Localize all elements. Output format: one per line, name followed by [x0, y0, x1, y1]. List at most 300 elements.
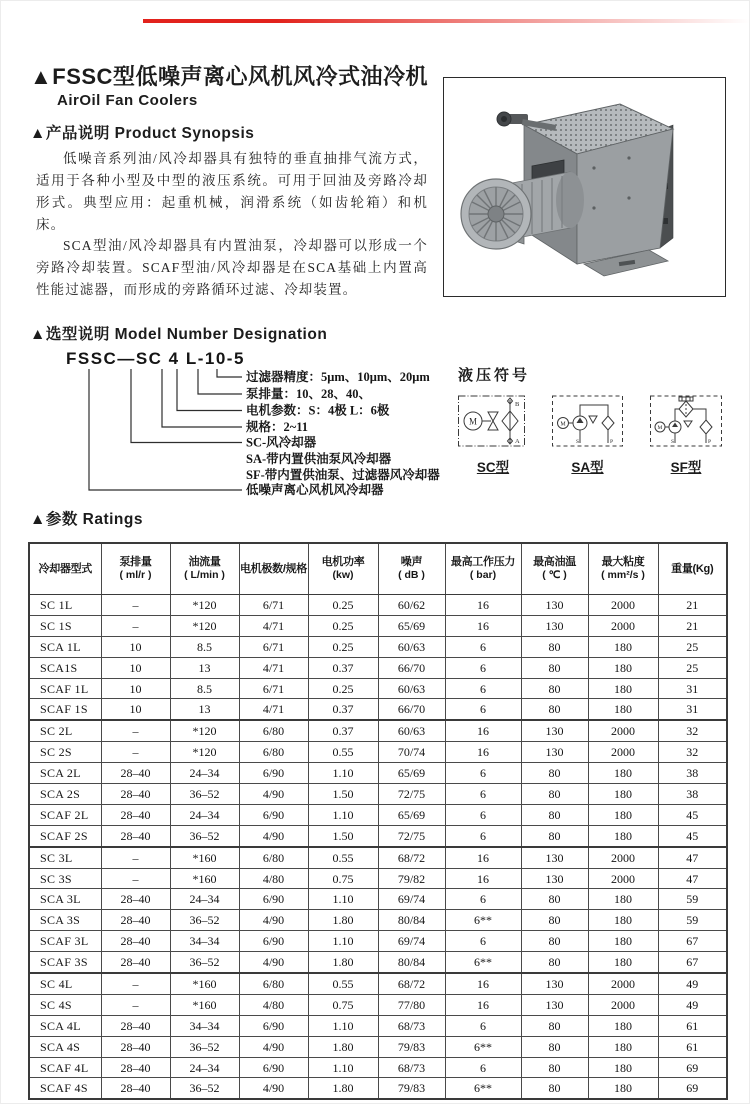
value-cell: 0.25 [308, 615, 378, 636]
value-cell: 45 [658, 804, 727, 825]
value-cell: 25 [658, 657, 727, 678]
value-cell: 0.37 [308, 657, 378, 678]
table-row [29, 804, 727, 825]
value-cell: 6/90 [239, 931, 308, 952]
value-cell: 80 [521, 784, 588, 805]
value-cell: – [101, 595, 170, 616]
table-row [29, 994, 727, 1015]
value-cell: 6/71 [239, 595, 308, 616]
designation-label-sf: SF-带内置供油泵、过滤器风冷却器 [246, 468, 440, 482]
value-cell: *120 [170, 595, 239, 616]
value-cell: 1.10 [308, 763, 378, 784]
column-header: 油流量 ( L/min ) [170, 543, 239, 595]
table-row [29, 825, 727, 846]
port-letter-p: P [708, 439, 712, 445]
value-cell: 6 [445, 657, 521, 678]
value-cell: 65/69 [378, 763, 445, 784]
model-cell: SC 3L [29, 847, 101, 868]
value-cell: 180 [588, 763, 658, 784]
value-cell: 28–40 [101, 1015, 170, 1036]
value-cell: 180 [588, 804, 658, 825]
hydraulic-symbol-sf [649, 393, 723, 451]
port-letter-s: S [671, 439, 675, 445]
value-cell: 36–52 [170, 784, 239, 805]
value-cell: 180 [588, 889, 658, 910]
value-cell: 49 [658, 994, 727, 1015]
model-cell: SC 2L [29, 720, 101, 741]
value-cell: 28–40 [101, 952, 170, 973]
value-cell: 66/70 [378, 657, 445, 678]
value-cell: 130 [521, 868, 588, 889]
value-cell: 38 [658, 784, 727, 805]
value-cell: *160 [170, 868, 239, 889]
value-cell: 1.80 [308, 910, 378, 931]
table-row [29, 973, 727, 994]
value-cell: 2000 [588, 868, 658, 889]
value-cell: 10 [101, 636, 170, 657]
value-cell: 0.55 [308, 847, 378, 868]
designation-label-sa: SA-带内置供油泵风冷却器 [246, 452, 392, 466]
value-cell: 130 [521, 742, 588, 763]
value-cell: 67 [658, 931, 727, 952]
value-cell: 130 [521, 615, 588, 636]
value-cell: 80 [521, 931, 588, 952]
model-cell: SCA 1L [29, 636, 101, 657]
value-cell: 4/80 [239, 994, 308, 1015]
value-cell: – [101, 847, 170, 868]
value-cell: 68/72 [378, 973, 445, 994]
value-cell: 28–40 [101, 889, 170, 910]
value-cell: 2000 [588, 720, 658, 741]
model-cell: SCAF 4L [29, 1057, 101, 1078]
value-cell: 24–34 [170, 889, 239, 910]
value-cell: 180 [588, 678, 658, 699]
model-cell: SCA 2S [29, 784, 101, 805]
value-cell: – [101, 615, 170, 636]
value-cell: 6/71 [239, 678, 308, 699]
value-cell: 80/84 [378, 952, 445, 973]
model-cell: SCA 4L [29, 1015, 101, 1036]
value-cell: 61 [658, 1036, 727, 1057]
model-designation-diagram [30, 346, 462, 518]
value-cell: 47 [658, 847, 727, 868]
value-cell: 80 [521, 678, 588, 699]
value-cell: – [101, 973, 170, 994]
value-cell: 8.5 [170, 636, 239, 657]
model-cell: SCAF 3S [29, 952, 101, 973]
value-cell: 80 [521, 1078, 588, 1099]
model-cell: SCAF 4S [29, 1078, 101, 1099]
column-header: 电机功率 (kw) [308, 543, 378, 595]
value-cell: 2000 [588, 847, 658, 868]
value-cell: 6 [445, 678, 521, 699]
synopsis-paragraph: 低噪音系列油/风冷却器具有独特的垂直抽排气流方式，适用于各种小型及中型的液压系统。可用于回油及旁路冷却形式。典型应用：起重机械，润滑系统（如齿轮箱）和机床。 [36, 151, 428, 232]
value-cell: *120 [170, 720, 239, 741]
hydraulic-symbol-label-sf: SF型 [670, 460, 702, 475]
value-cell: 6/90 [239, 1057, 308, 1078]
value-cell: – [101, 720, 170, 741]
section-heading-ratings: ▲参数 Ratings [30, 511, 143, 528]
synopsis-paragraph: SCA型油/风冷却器具有内置油泵，冷却器可以形成一个旁路冷却装置。SCAF型油/风冷却器是在SCA基础上内置高性能过滤器，而形成的旁路循环过滤、冷却装置。 [36, 238, 428, 298]
table-row [29, 699, 727, 720]
value-cell: 31 [658, 678, 727, 699]
value-cell: 80 [521, 804, 588, 825]
value-cell: 21 [658, 595, 727, 616]
table-row [29, 615, 727, 636]
value-cell: 49 [658, 973, 727, 994]
value-cell: 0.37 [308, 699, 378, 720]
model-cell: SC 4S [29, 994, 101, 1015]
value-cell: 80 [521, 910, 588, 931]
value-cell: 34–34 [170, 931, 239, 952]
value-cell: 180 [588, 825, 658, 846]
value-cell: 6 [445, 1015, 521, 1036]
value-cell: 16 [445, 742, 521, 763]
model-code: FSSC—SC 4 L-10-5 [66, 349, 245, 368]
value-cell: 25 [658, 636, 727, 657]
value-cell: 36–52 [170, 1036, 239, 1057]
table-row [29, 910, 727, 931]
table-row [29, 1015, 727, 1036]
value-cell: 36–52 [170, 952, 239, 973]
value-cell: 69 [658, 1078, 727, 1099]
value-cell: 1.10 [308, 804, 378, 825]
model-cell: SCA1S [29, 657, 101, 678]
table-row [29, 763, 727, 784]
model-cell: SC 4L [29, 973, 101, 994]
value-cell: 1.80 [308, 1036, 378, 1057]
value-cell: 1.50 [308, 784, 378, 805]
model-cell: SC 3S [29, 868, 101, 889]
value-cell: 16 [445, 973, 521, 994]
table-row [29, 1078, 727, 1099]
value-cell: 180 [588, 1036, 658, 1057]
value-cell: 6 [445, 784, 521, 805]
value-cell: 0.55 [308, 742, 378, 763]
value-cell: 80 [521, 1015, 588, 1036]
value-cell: 28–40 [101, 910, 170, 931]
value-cell: 2000 [588, 595, 658, 616]
value-cell: 180 [588, 657, 658, 678]
value-cell: 0.75 [308, 994, 378, 1015]
value-cell: 180 [588, 910, 658, 931]
ratings-table-body [29, 595, 727, 1100]
value-cell: 6 [445, 804, 521, 825]
value-cell: 0.55 [308, 973, 378, 994]
model-cell: SCAF 1S [29, 699, 101, 720]
value-cell: 70/74 [378, 742, 445, 763]
value-cell: 80 [521, 1036, 588, 1057]
table-row [29, 784, 727, 805]
value-cell: 0.25 [308, 678, 378, 699]
value-cell: 36–52 [170, 1078, 239, 1099]
value-cell: 0.25 [308, 636, 378, 657]
value-cell: 10 [101, 699, 170, 720]
value-cell: 80/84 [378, 910, 445, 931]
value-cell: 180 [588, 636, 658, 657]
value-cell: 59 [658, 889, 727, 910]
value-cell: 69 [658, 1057, 727, 1078]
table-row [29, 952, 727, 973]
value-cell: 4/90 [239, 825, 308, 846]
value-cell: 130 [521, 847, 588, 868]
value-cell: 28–40 [101, 825, 170, 846]
port-letter-b: B [515, 401, 520, 408]
hydraulic-symbols-title: 液压符号 [458, 367, 531, 384]
value-cell: 180 [588, 931, 658, 952]
value-cell: 180 [588, 1078, 658, 1099]
value-cell: 1.50 [308, 825, 378, 846]
value-cell: 1.10 [308, 1015, 378, 1036]
model-cell: SCAF 2S [29, 825, 101, 846]
value-cell: 6** [445, 1036, 521, 1057]
ratings-table-head-row [29, 543, 727, 595]
value-cell: 28–40 [101, 1057, 170, 1078]
model-cell: SCA 3L [29, 889, 101, 910]
value-cell: 6 [445, 763, 521, 784]
oil-cooler-illustration [444, 78, 725, 296]
designation-label-pump: 泵排量：10、28、40、 [246, 387, 372, 401]
value-cell: 180 [588, 1015, 658, 1036]
value-cell: 6/90 [239, 889, 308, 910]
value-cell: 45 [658, 825, 727, 846]
value-cell: 4/90 [239, 784, 308, 805]
motor-letter: M [560, 421, 566, 428]
value-cell: 6/71 [239, 636, 308, 657]
value-cell: 68/73 [378, 1057, 445, 1078]
model-cell: SCAF 3L [29, 931, 101, 952]
value-cell: 67 [658, 952, 727, 973]
value-cell: 60/63 [378, 720, 445, 741]
table-row [29, 889, 727, 910]
value-cell: 65/69 [378, 615, 445, 636]
motor-letter: M [657, 425, 663, 432]
value-cell: 13 [170, 657, 239, 678]
model-cell: SC 2S [29, 742, 101, 763]
column-header: 电机极数/规格 [239, 543, 308, 595]
table-row [29, 1036, 727, 1057]
value-cell: 6/90 [239, 804, 308, 825]
value-cell: 6/80 [239, 973, 308, 994]
value-cell: 16 [445, 868, 521, 889]
value-cell: 61 [658, 1015, 727, 1036]
top-accent-rule [143, 19, 750, 23]
value-cell: 130 [521, 720, 588, 741]
value-cell: 180 [588, 1057, 658, 1078]
value-cell: 130 [521, 973, 588, 994]
value-cell: 4/90 [239, 1036, 308, 1057]
value-cell: 72/75 [378, 825, 445, 846]
value-cell: 31 [658, 699, 727, 720]
value-cell: 4/90 [239, 952, 308, 973]
value-cell: 130 [521, 994, 588, 1015]
value-cell: 72/75 [378, 784, 445, 805]
value-cell: 59 [658, 910, 727, 931]
value-cell: 79/82 [378, 868, 445, 889]
model-cell: SCAF 1L [29, 678, 101, 699]
model-cell: SCA 3S [29, 910, 101, 931]
model-cell: SCA 4S [29, 1036, 101, 1057]
value-cell: 32 [658, 720, 727, 741]
value-cell: 36–52 [170, 825, 239, 846]
value-cell: 2000 [588, 742, 658, 763]
value-cell: – [101, 742, 170, 763]
value-cell: 34–34 [170, 1015, 239, 1036]
value-cell: 80 [521, 825, 588, 846]
model-cell: SCA 2L [29, 763, 101, 784]
value-cell: 1.10 [308, 889, 378, 910]
value-cell: 21 [658, 615, 727, 636]
value-cell: 6/90 [239, 1015, 308, 1036]
model-cell: SCAF 2L [29, 804, 101, 825]
value-cell: 6 [445, 699, 521, 720]
value-cell: 28–40 [101, 931, 170, 952]
value-cell: – [101, 868, 170, 889]
model-cell: SC 1S [29, 615, 101, 636]
page-title: ▲FSSC型低噪声离心风机风冷式油冷机 [30, 64, 428, 89]
value-cell: 79/83 [378, 1036, 445, 1057]
value-cell: 28–40 [101, 1036, 170, 1057]
value-cell: *160 [170, 973, 239, 994]
value-cell: 6 [445, 1057, 521, 1078]
value-cell: 4/90 [239, 1078, 308, 1099]
value-cell: 24–34 [170, 1057, 239, 1078]
ratings-table [28, 542, 728, 1100]
column-header: 冷却器型式 [29, 543, 101, 595]
value-cell: 80 [521, 889, 588, 910]
value-cell: 180 [588, 784, 658, 805]
designation-label-filter: 过滤器精度：5μm、10μm、20μm [246, 370, 430, 384]
value-cell: 10 [101, 678, 170, 699]
value-cell: 32 [658, 742, 727, 763]
value-cell: 4/80 [239, 868, 308, 889]
value-cell: 8.5 [170, 678, 239, 699]
value-cell: 38 [658, 763, 727, 784]
table-row [29, 847, 727, 868]
hydraulic-symbol-sa [551, 393, 624, 451]
value-cell: 16 [445, 847, 521, 868]
value-cell: 180 [588, 699, 658, 720]
port-letter-a: A [515, 438, 520, 445]
value-cell: 0.75 [308, 868, 378, 889]
hydraulic-symbol-label-sc: SC型 [476, 460, 510, 475]
section-heading-product-synopsis: ▲产品说明 Product Synopsis [30, 125, 255, 142]
value-cell: 6 [445, 825, 521, 846]
column-header: 泵排量 ( ml/r ) [101, 543, 170, 595]
table-row [29, 720, 727, 741]
value-cell: 47 [658, 868, 727, 889]
value-cell: 69/74 [378, 889, 445, 910]
value-cell: 180 [588, 952, 658, 973]
value-cell: 16 [445, 720, 521, 741]
value-cell: 6 [445, 889, 521, 910]
value-cell: 4/90 [239, 910, 308, 931]
hydraulic-symbol-sc [457, 393, 529, 451]
value-cell: 77/80 [378, 994, 445, 1015]
value-cell: 4/71 [239, 657, 308, 678]
value-cell: 6 [445, 931, 521, 952]
value-cell: *120 [170, 615, 239, 636]
table-row [29, 742, 727, 763]
value-cell: 6** [445, 1078, 521, 1099]
column-header: 噪声 ( dB ) [378, 543, 445, 595]
value-cell: 68/73 [378, 1015, 445, 1036]
value-cell: 60/62 [378, 595, 445, 616]
value-cell: 13 [170, 699, 239, 720]
designation-label-sc: SC-风冷却器 [246, 435, 317, 450]
port-letter-p: P [610, 439, 614, 445]
hydraulic-symbol-label-sa: SA型 [571, 460, 604, 475]
value-cell: – [101, 994, 170, 1015]
value-cell: 24–34 [170, 763, 239, 784]
value-cell: *160 [170, 847, 239, 868]
value-cell: 66/70 [378, 699, 445, 720]
value-cell: 6/80 [239, 847, 308, 868]
value-cell: 28–40 [101, 804, 170, 825]
value-cell: 6/80 [239, 742, 308, 763]
value-cell: 1.80 [308, 1078, 378, 1099]
value-cell: 80 [521, 657, 588, 678]
value-cell: 28–40 [101, 1078, 170, 1099]
value-cell: 65/69 [378, 804, 445, 825]
section-heading-model-designation: ▲选型说明 Model Number Designation [30, 326, 328, 343]
table-row [29, 636, 727, 657]
value-cell: 6** [445, 952, 521, 973]
value-cell: 2000 [588, 994, 658, 1015]
value-cell: 6 [445, 636, 521, 657]
value-cell: 6** [445, 910, 521, 931]
value-cell: 6/80 [239, 720, 308, 741]
value-cell: 24–34 [170, 804, 239, 825]
column-header: 最高工作压力 ( bar) [445, 543, 521, 595]
value-cell: 79/83 [378, 1078, 445, 1099]
designation-label-motor: 电机参数：S：4极 L：6极 [246, 403, 390, 418]
motor-letter: M [468, 416, 478, 427]
value-cell: *120 [170, 742, 239, 763]
page-subtitle: AirOil Fan Coolers [57, 92, 198, 109]
value-cell: 80 [521, 699, 588, 720]
table-row [29, 678, 727, 699]
column-header: 最高油温 ( ℃ ) [521, 543, 588, 595]
value-cell: 16 [445, 994, 521, 1015]
designation-label-series: 低噪声离心风机风冷却器 [246, 483, 384, 497]
value-cell: 69/74 [378, 931, 445, 952]
value-cell: 2000 [588, 615, 658, 636]
value-cell: 1.80 [308, 952, 378, 973]
value-cell: 80 [521, 636, 588, 657]
value-cell: 28–40 [101, 763, 170, 784]
table-row [29, 657, 727, 678]
product-synopsis-text [36, 148, 428, 301]
value-cell: 130 [521, 595, 588, 616]
value-cell: 0.37 [308, 720, 378, 741]
value-cell: 16 [445, 615, 521, 636]
value-cell: 68/72 [378, 847, 445, 868]
value-cell: 10 [101, 657, 170, 678]
value-cell: 28–40 [101, 784, 170, 805]
table-row [29, 595, 727, 616]
product-photo [443, 77, 726, 297]
value-cell: 6/90 [239, 763, 308, 784]
value-cell: 60/63 [378, 678, 445, 699]
table-row [29, 931, 727, 952]
value-cell: 16 [445, 595, 521, 616]
column-header: 重量(Kg) [658, 543, 727, 595]
port-letter-s: S [576, 439, 580, 445]
value-cell: 80 [521, 952, 588, 973]
value-cell: 4/71 [239, 615, 308, 636]
value-cell: 80 [521, 1057, 588, 1078]
